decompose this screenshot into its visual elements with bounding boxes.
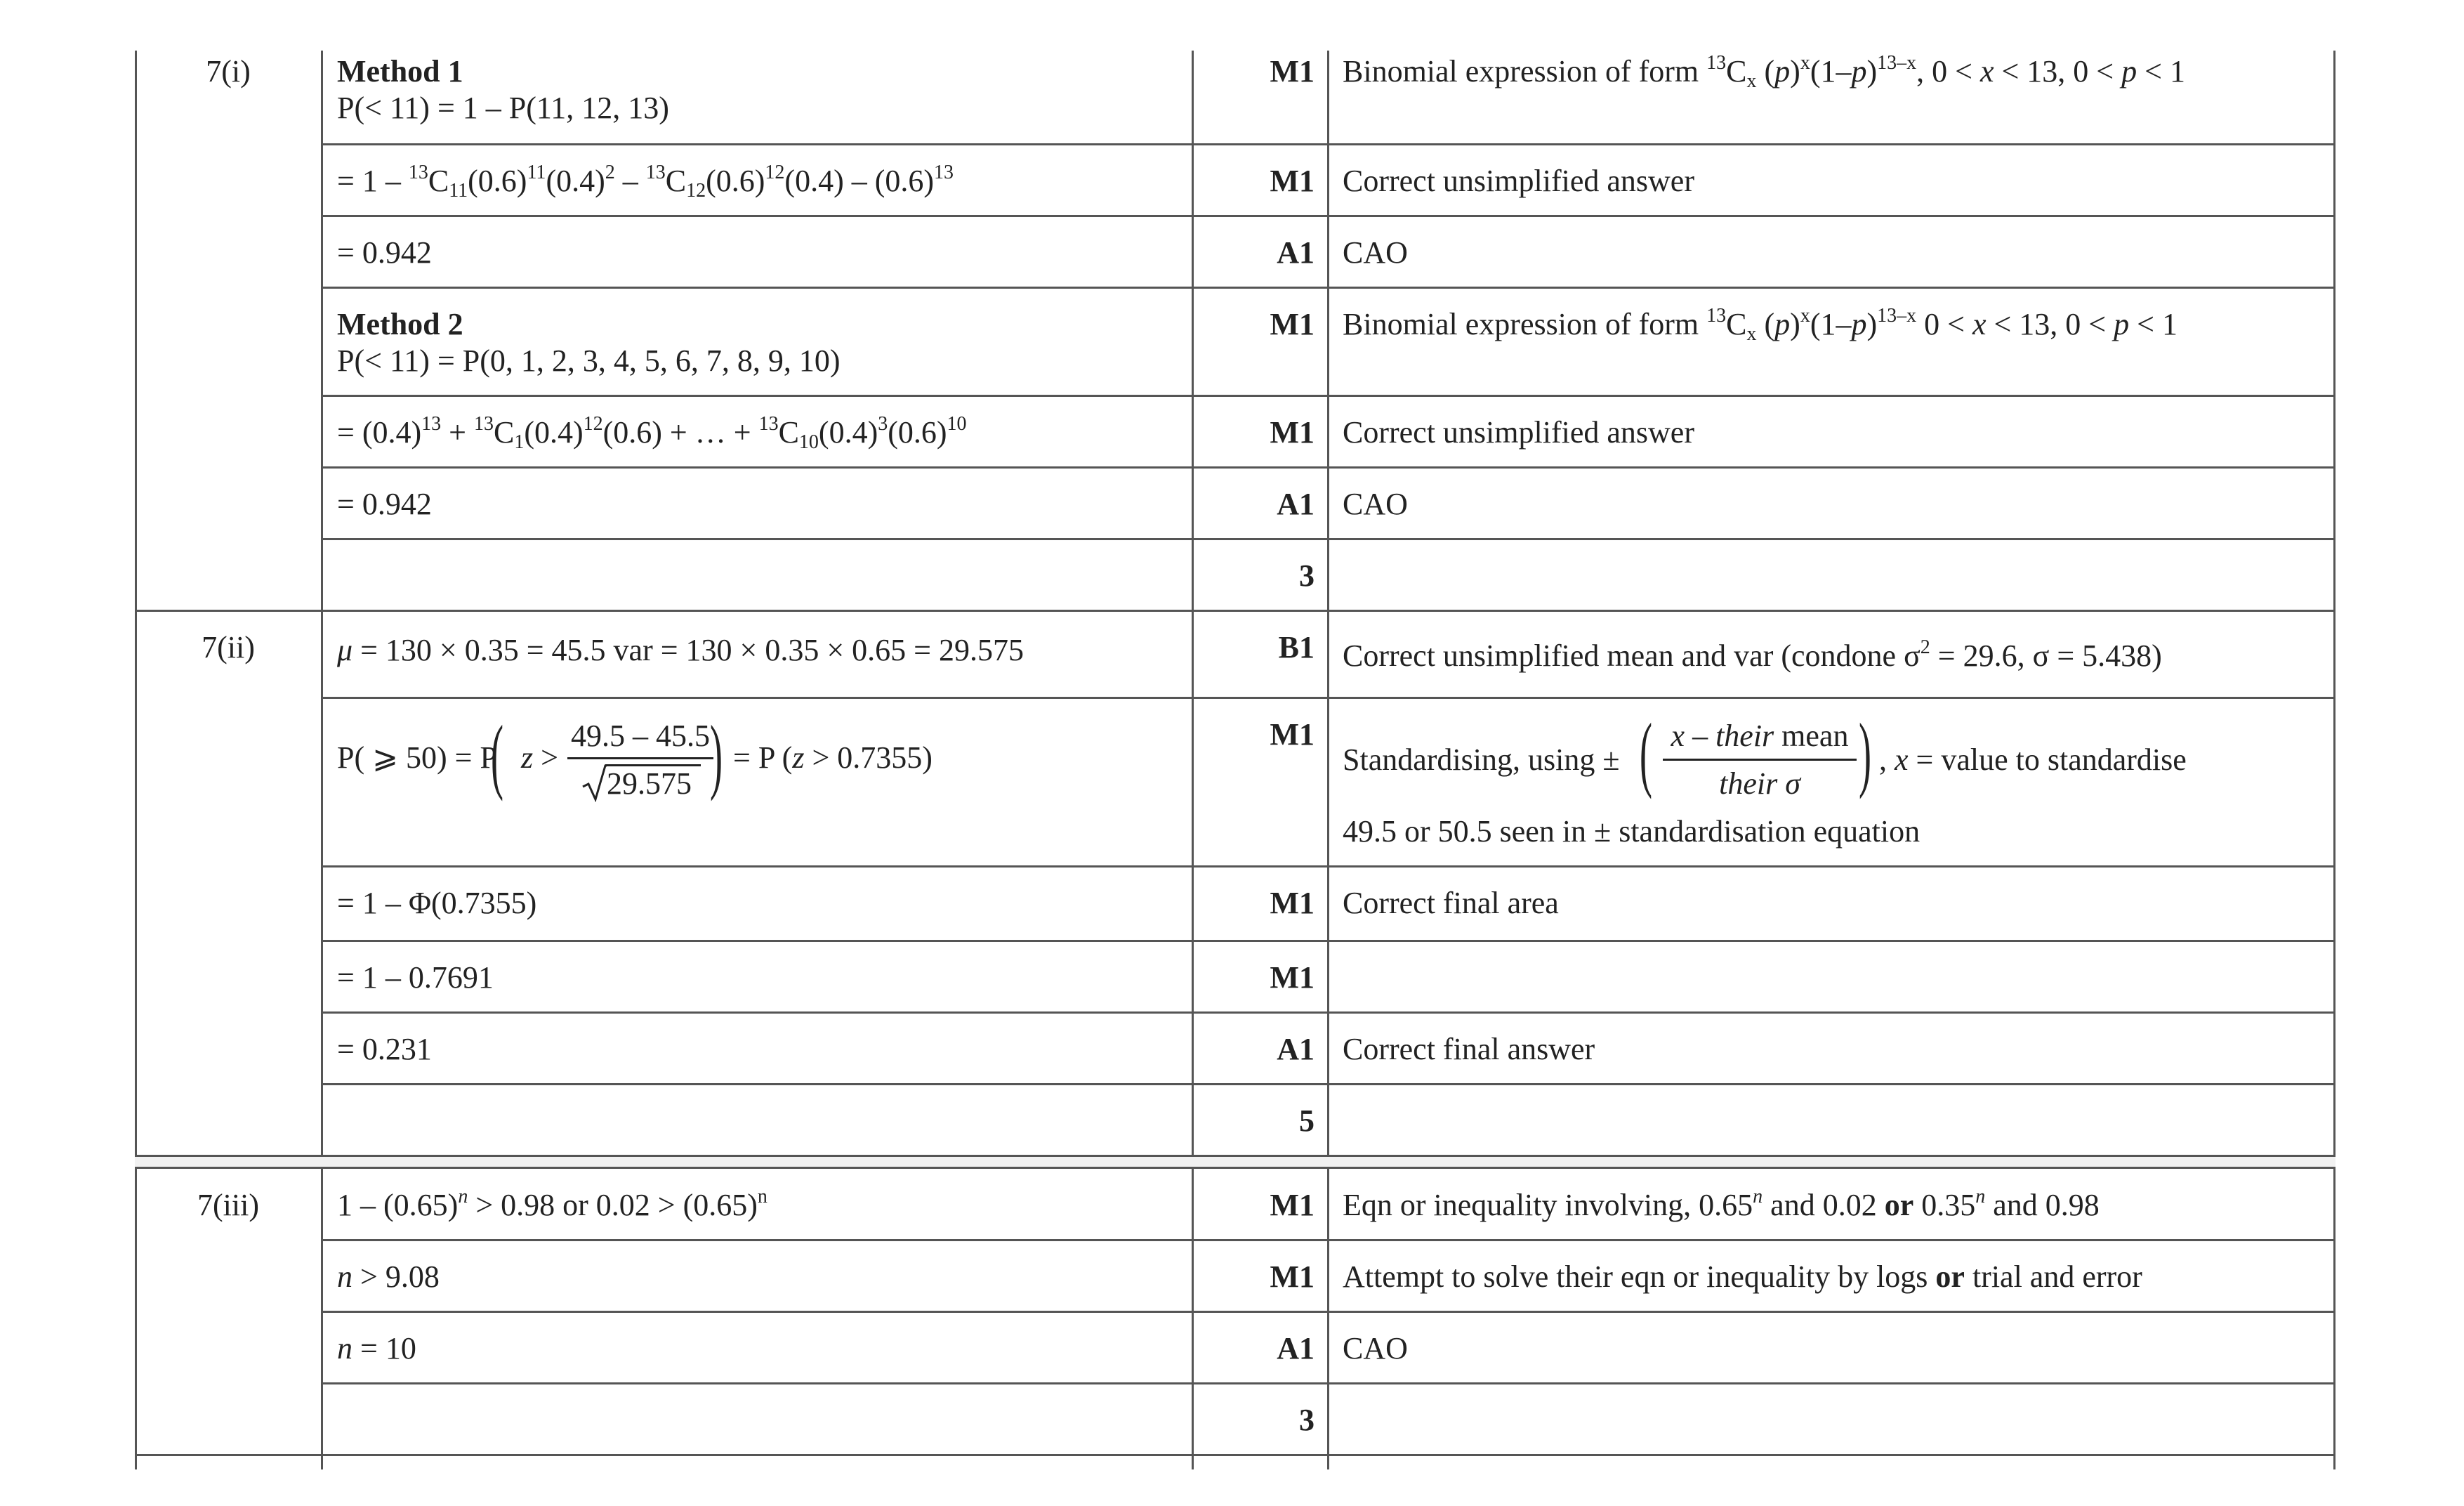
guidance-inequality: Eqn or inequality involving, 0.65$^n$ and 0.02 or 0.35$^n$ and 0.98 — [1343, 1186, 2100, 1222]
final-answer-line: = 0.231 — [337, 1032, 432, 1066]
mark-code: M1 — [1270, 415, 1315, 450]
mark-total: 3 — [1299, 1403, 1315, 1437]
method-1-result: = 0.942 — [337, 235, 432, 270]
row-divider — [321, 538, 2335, 540]
guidance-fraction-numerator: x – their mean — [1671, 719, 1849, 753]
mark-code: M1 — [1270, 307, 1315, 341]
answer-line: n = 10 — [337, 1331, 416, 1366]
fraction-numerator: 49.5 – 45.5 — [571, 719, 710, 753]
fraction-bar — [567, 757, 713, 759]
table-left-border — [135, 51, 137, 1469]
row-divider — [321, 1083, 2335, 1085]
method-1-line-2: = $1 - ^{13}C_{11}(0.6)^{11}(0.4)^2 - ^{13}C_{12}(0.6)^{12}(0.4) - (0.6)^{13}$ — [337, 162, 954, 202]
question-number: 7(ii) — [202, 630, 255, 664]
question-divider — [135, 610, 2335, 612]
row-divider — [321, 1382, 2335, 1384]
mark-code: A1 — [1277, 487, 1315, 521]
row-divider — [321, 1239, 2335, 1241]
method-1-line-1: P(< 11) = 1 – P(11, 12, 13) — [337, 91, 669, 125]
mark-code: M1 — [1270, 717, 1315, 752]
guidance-standardising: Standardising, using ± — [1343, 742, 1620, 777]
row-divider — [321, 395, 2335, 397]
row-divider — [321, 143, 2335, 145]
mark-code: A1 — [1277, 1331, 1315, 1366]
method-1-title: Method 1 — [337, 54, 463, 89]
guidance-solve: Attempt to solve their eqn or inequality by logs or trial and error — [1343, 1259, 2142, 1294]
method-2-result: = 0.942 — [337, 487, 432, 521]
method-2-line-2: = $(0.4)^{13} + ^{13}C_1(0.4)^{12}(0.6)$ + … + $^{13}C_{10}(0.4)^3(0.6)^{10}$ — [337, 413, 967, 453]
mark-total: 5 — [1299, 1104, 1315, 1138]
guidance-text: CAO — [1343, 1331, 1408, 1366]
right-paren-glyph: ) — [1858, 706, 1871, 799]
guidance-standardising-tail: , x = value to standardise — [1879, 742, 2187, 777]
sqrt-symbol — [581, 763, 607, 802]
standardisation-result: = P (z > 0.7355) — [733, 740, 933, 775]
guidance-binomial-form: Binomial expression of form $^{13}C_x$ $(p)^x(1-p)^{13-x}$, 0 < x < 13, 0 < p < 1 — [1343, 52, 2185, 92]
guidance-text: CAO — [1343, 487, 1408, 521]
answer-col-border — [321, 51, 323, 1469]
guidance-text: Correct unsimplified answer — [1343, 164, 1694, 198]
guidance-continuity: 49.5 or 50.5 seen in ± standardisation equation — [1343, 814, 1921, 849]
inequality-line: $1 - (0.65)^n > 0.98$ or $0.02 > (0.65)^n$ — [337, 1186, 767, 1222]
guidance-fraction-bar — [1663, 759, 1857, 761]
mark-code: M1 — [1270, 164, 1315, 198]
mark-code: M1 — [1270, 54, 1315, 89]
mark-total: 3 — [1299, 558, 1315, 593]
row-divider — [321, 865, 2335, 867]
right-paren-glyph: ) — [709, 708, 723, 801]
guidance-text: CAO — [1343, 235, 1408, 270]
fraction-denominator: 29.575 — [607, 766, 692, 801]
guidance-mean-var: Correct unsimplified mean and var (condone $\sigma^2 = 29.6$, σ = 5.438) — [1343, 636, 2162, 673]
row-divider — [321, 940, 2335, 942]
mean-variance-line: μ = 130 × 0.35 = 45.5 var = 130 × 0.35 × 0.65 = 29.575 — [337, 633, 1024, 667]
row-divider — [321, 466, 2335, 469]
question-number: 7(i) — [206, 54, 251, 89]
standardisation-line: P( ⩾ 50) = P — [337, 740, 497, 775]
question-number: 7(iii) — [197, 1188, 259, 1222]
mark-code: A1 — [1277, 1032, 1315, 1066]
table-right-border — [2333, 51, 2335, 1469]
guidance-binomial-form: Binomial expression of form $^{13}C_x$ $(p)^x(1-p)^{13-x}$ 0 < x < 13, 0 < p < 1 — [1343, 305, 2178, 345]
mark-code: M1 — [1270, 960, 1315, 995]
mark-code: M1 — [1270, 1188, 1315, 1222]
mark-code: A1 — [1277, 235, 1315, 270]
row-divider — [321, 1011, 2335, 1014]
left-paren-glyph: ( — [490, 708, 503, 801]
question-separator-band — [135, 1155, 2335, 1169]
z-variable: z > — [521, 740, 558, 775]
area-line: = 1 – Φ(0.7355) — [337, 886, 537, 920]
mark-code: M1 — [1270, 886, 1315, 920]
row-divider — [321, 1311, 2335, 1313]
row-divider — [321, 697, 2335, 699]
row-divider — [321, 287, 2335, 289]
marks-col-border — [1192, 51, 1194, 1469]
guidance-col-border — [1327, 51, 1329, 1469]
table-bottom-border — [135, 1454, 2335, 1456]
mark-code: M1 — [1270, 1259, 1315, 1294]
mark-code: B1 — [1278, 630, 1315, 664]
solve-line: n > 9.08 — [337, 1259, 440, 1294]
table-lookup-line: = 1 – 0.7691 — [337, 960, 494, 995]
guidance-fraction-denominator: their σ — [1719, 766, 1800, 801]
row-divider — [321, 215, 2335, 217]
guidance-text: Correct unsimplified answer — [1343, 415, 1694, 450]
method-2-title: Method 2 — [337, 307, 463, 341]
method-2-line-1: P(< 11) = P(0, 1, 2, 3, 4, 5, 6, 7, 8, 9, 10) — [337, 343, 841, 378]
guidance-text: Correct final answer — [1343, 1032, 1595, 1066]
left-paren-glyph: ( — [1639, 706, 1652, 799]
guidance-text: Correct final area — [1343, 886, 1559, 920]
